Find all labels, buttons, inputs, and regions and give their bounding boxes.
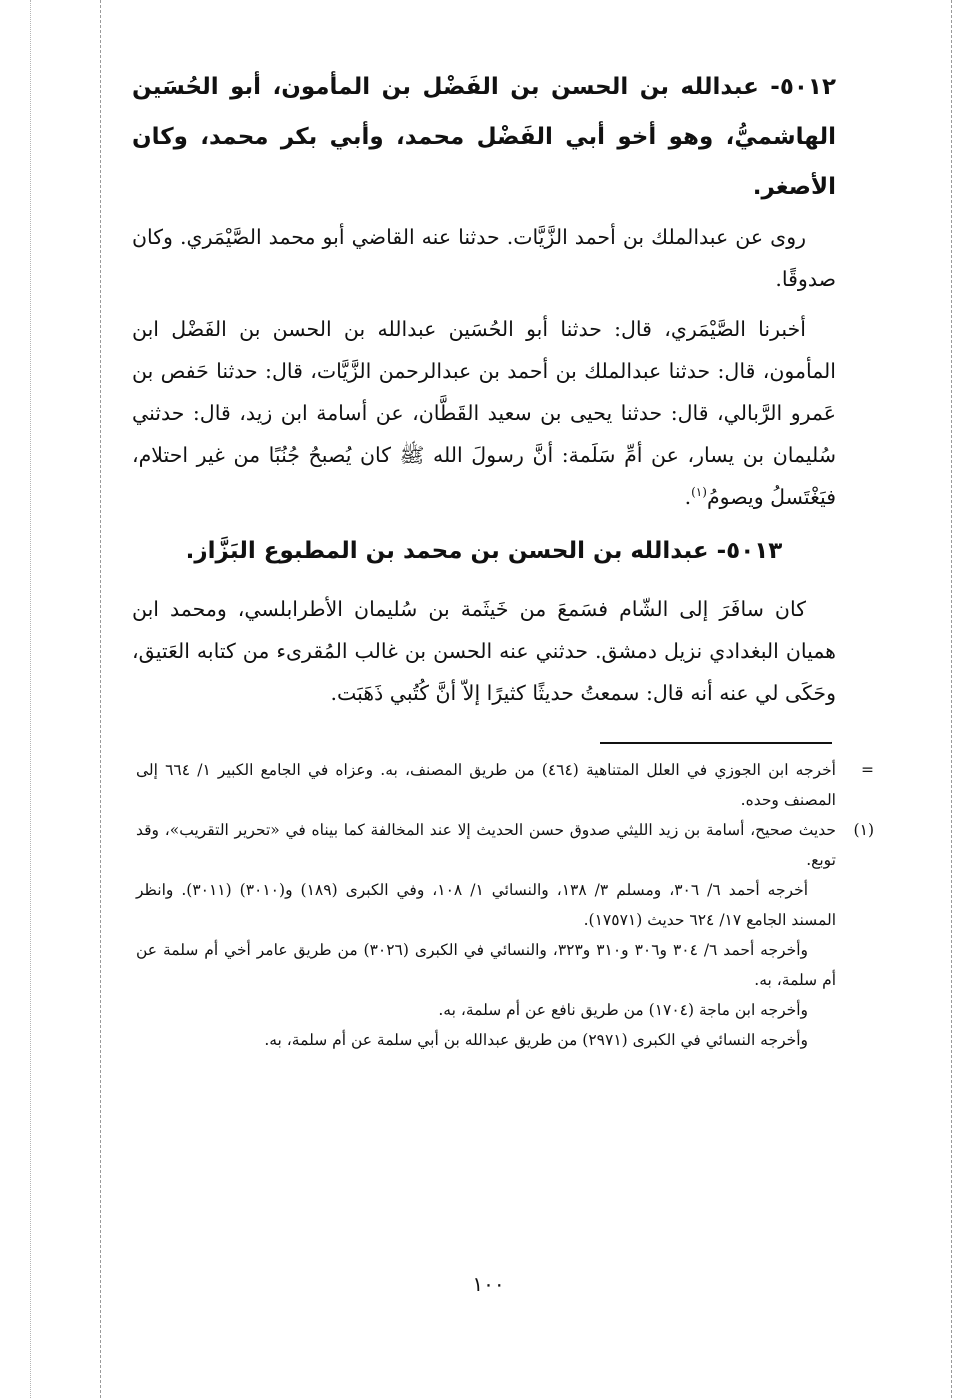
entry-5012-paragraph-2-end: . bbox=[684, 485, 692, 509]
footnote-1-line: وأخرجه ابن ماجة (١٧٠٤) من طريق نافع عن أم سلمة، به. bbox=[438, 1001, 808, 1019]
entry-5012-paragraph-2 bbox=[132, 308, 836, 518]
entry-5013-paragraph-1: كان سافَرَ إلى الشّام فسَمعَ من خَيثَمة بن سُليمان الأطرابلسي، ومحمد ابن هميان البغدادي نزيل دمشق. حدثني عنه الحسن بن غالب المُقرىء من كتابه العَتيق، وحَكَى لي عنه أنه قال: سمعتُ حديثًا كثيرًا إلاّ أنَّ كُتُبي ذَهَبَت. bbox=[132, 597, 836, 705]
entry-5012-paragraph-1: روى عن عبدالملك بن أحمد الزَّيَّات. حدثنا عنه القاضي أبو محمد الصَّيْمَري. وكان صدوقًا. bbox=[132, 225, 836, 291]
footnote-continued-text: أخرجه ابن الجوزي في العلل المتناهية (٤٦٤) من طريق المصنف، به. وعزاه في الجامع الكبير ١/ ٦٦٤ إلى المصنف وحده. bbox=[136, 761, 836, 809]
footnote-1-line: حديث صحيح، أسامة بن زيد الليثي صدوق حسن الحديث إلا عند المخالفة كما بيناه في «تحرير التقريب»، وقد توبع. bbox=[136, 821, 836, 869]
entry-5012-paragraph-2-text: أخبرنا الصَّيْمَري، قال: حدثنا أبو الحُسَين عبدالله بن الحسن بن الفَضْل ابن المأمون، قال: حدثنا عبدالملك بن أحمد بن عبدالرحمن الزَّيَّات، قال: حدثنا حَفص بن عَمرو الرَّبالي، قال: حدثنا يحيى بن سعيد القَطَّان، عن أسامة ابن زيد، قال: حدثني سُليمان بن يسار، عن أمِّ سَلَمة: أنَّ رسولَ الله ﷺ كان يُصبحُ جُنُبًا من غير احتلام، فيَغْتَسلُ ويصومُ bbox=[132, 317, 836, 509]
margin-dotted-line bbox=[30, 0, 31, 1398]
footnote-continued-marker: = bbox=[861, 761, 874, 779]
footnote-1-line: وأخرجه أحمد ٦/ ٣٠٤ و٣٠٦ و٣١٠ و٣٢٣، والنسائي في الكبرى (٣٠٢٦) من طريق عامر أخي أم سلمة عن أم سلمة، به. bbox=[136, 941, 836, 989]
main-text bbox=[132, 62, 836, 722]
footnote-1-marker: (١) bbox=[853, 821, 874, 839]
left-margin-dashed-line bbox=[100, 0, 101, 1398]
footnote-1-line: وأخرجه النسائي في الكبرى (٢٩٧١) من طريق عبدالله بن أبي سلمة عن أم سلمة، به. bbox=[264, 1031, 808, 1049]
footnote-1-line: أخرجه أحمد ٦/ ٣٠٦، ومسلم ٣/ ١٣٨، والنسائي ١/ ١٠٨، وفي الكبرى (١٨٩) و(٣٠١٠) (٣٠١١). وانظر المسند الجامع ١٧/ ٦٢٤ حديث (١٧٥٧١). bbox=[136, 881, 836, 929]
footnotes-section bbox=[136, 755, 874, 1055]
footnote-continued bbox=[136, 755, 874, 815]
footnote-separator bbox=[600, 742, 832, 744]
footnote-reference: (١) bbox=[691, 485, 707, 500]
page-number: ١٠٠ bbox=[472, 1272, 505, 1296]
entry-5012-heading: ٥٠١٢- عبدالله بن الحسن بن الفَضْل بن المأمون، أبو الحُسَين الهاشميُّ، وهو أخو أبي الفَضْل محمد، وأبي بكر محمد، وكان الأصغر. bbox=[132, 74, 836, 200]
right-margin-dashed-line bbox=[951, 0, 952, 1398]
entry-5013-heading: ٥٠١٣- عبدالله بن الحسن بن محمد بن المطبوع البَزَّاز. bbox=[185, 538, 783, 564]
footnote-1 bbox=[136, 815, 874, 1055]
